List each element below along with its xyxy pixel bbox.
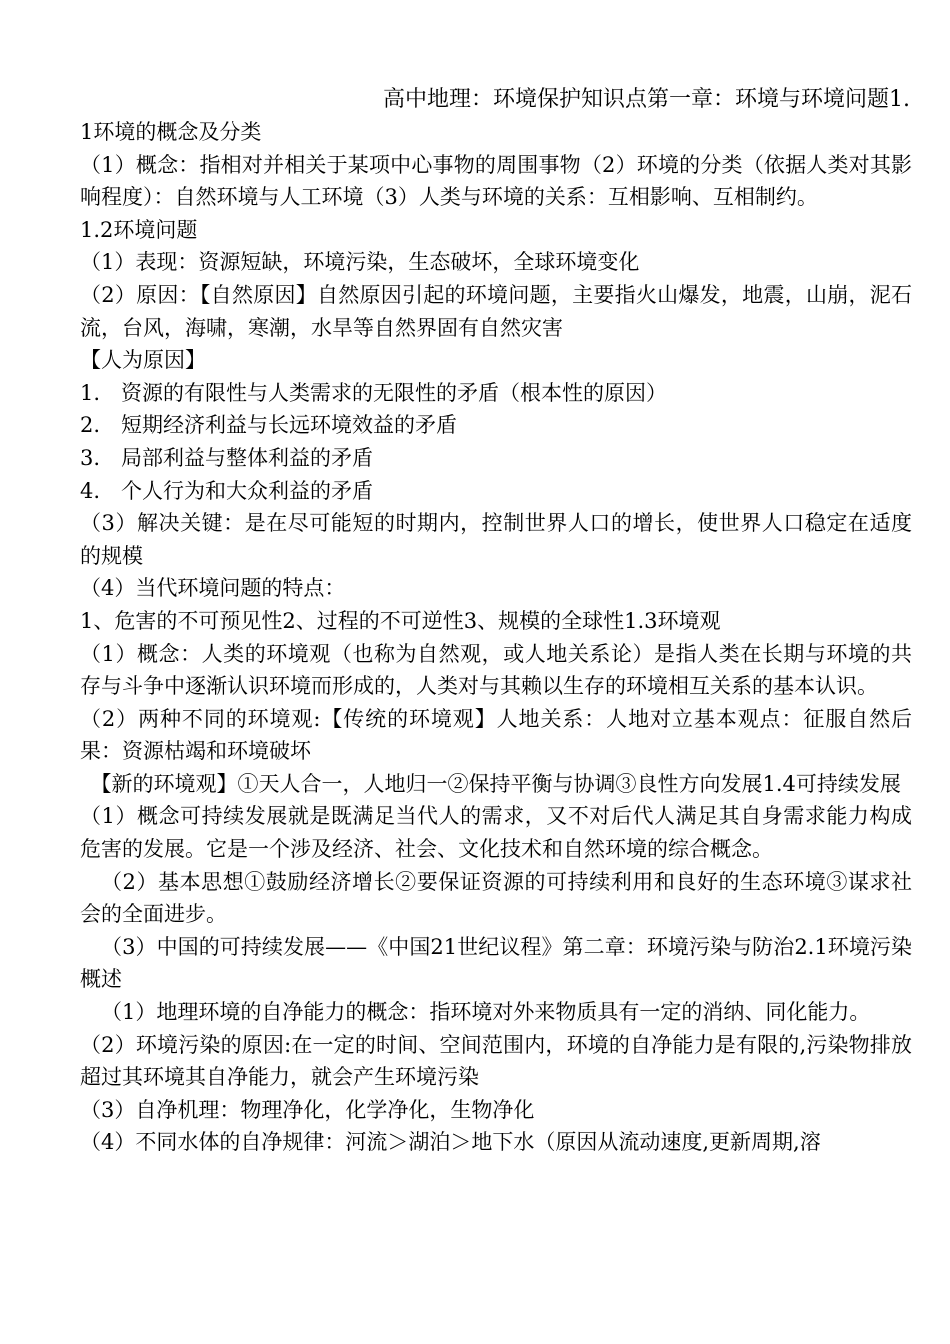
paragraph: （2）两种不同的环境观:【传统的环境观】人地关系：人地对立基本观点：征服自然后果：资源枯竭和环境破坏 [80,706,912,764]
paragraph: （1）概念可持续发展就是既满足当代人的需求，又不对后代人满足其自身需求能力构成危害的发展。它是一个涉及经济、社会、文化技术和自然环境的综合概念。 [80,804,912,862]
page-title: 高中地理：环境保护知识点第一章：环境与环境问题1. [383,87,910,112]
paragraph: （2）基本思想①鼓励经济增长②要保证资源的可持续利用和良好的生态环境③谋求社会的全面进步。 [80,869,912,927]
paragraph: （4）不同水体的自净规律：河流＞湖泊＞地下水（原因从流动速度,更新周期,溶 [80,1130,821,1155]
paragraph: （3）中国的可持续发展——《中国21世纪议程》第二章：环境污染与防治2.1环境污染概述 [80,934,912,992]
paragraph: （4）当代环境问题的特点： [80,576,346,601]
paragraph: 【新的环境观】①天人合一，人地归一②保持平衡与协调③良性方向发展1.4可持续发展 [90,771,901,796]
list-item: 1. 资源的有限性与人类需求的无限性的矛盾（根本性的原因） [80,380,668,405]
paragraph: （3）自净机理：物理净化，化学净化，生物净化 [80,1097,535,1122]
list-item: 4. 个人行为和大众利益的矛盾 [80,478,374,503]
paragraph: （1）概念：人类的环境观（也称为自然观，或人地关系论）是指人类在长期与环境的共存与斗争中逐渐认识环境而形成的，人类对与其赖以生存的环境相互关系的基本认识。 [80,641,912,699]
document-body [80,116,912,1159]
paragraph: （1）地理环境的自净能力的概念：指环境对外来物质具有一定的消纳、同化能力。 [101,1000,871,1025]
paragraph: 1环境的概念及分类 [80,120,262,144]
paragraph: 1.2环境问题 [80,217,198,242]
paragraph: 1、危害的不可预见性2、过程的不可逆性3、规模的全球性1.3环境观 [80,608,721,633]
list-item: 2. 短期经济利益与长远环境效益的矛盾 [80,413,458,438]
paragraph: （2）原因：【自然原因】自然原因引起的环境问题，主要指火山爆发，地震，山崩，泥石流，台风，海啸，寒潮，水旱等自然界固有自然灾害 [80,282,912,340]
paragraph: （2）环境污染的原因:在一定的时间、空间范围内，环境的自净能力是有限的,污染物排放超过其环境其自净能力，就会产生环境污染 [80,1032,912,1090]
paragraph: 【人为原因】 [80,348,206,373]
list-item: 3. 局部利益与整体利益的矛盾 [80,445,374,470]
paragraph: （1）表现：资源短缺，环境污染，生态破坏，全球环境变化 [80,250,640,275]
paragraph: （1）概念：指相对并相关于某项中心事物的周围事物（2）环境的分类（依据人类对其影响程度）：自然环境与人工环境（3）人类与环境的关系：互相影响、互相制约。 [80,152,912,210]
paragraph: （3）解决关键：是在尽可能短的时期内，控制世界人口的增长，使世界人口稳定在适度的规模 [80,511,912,568]
